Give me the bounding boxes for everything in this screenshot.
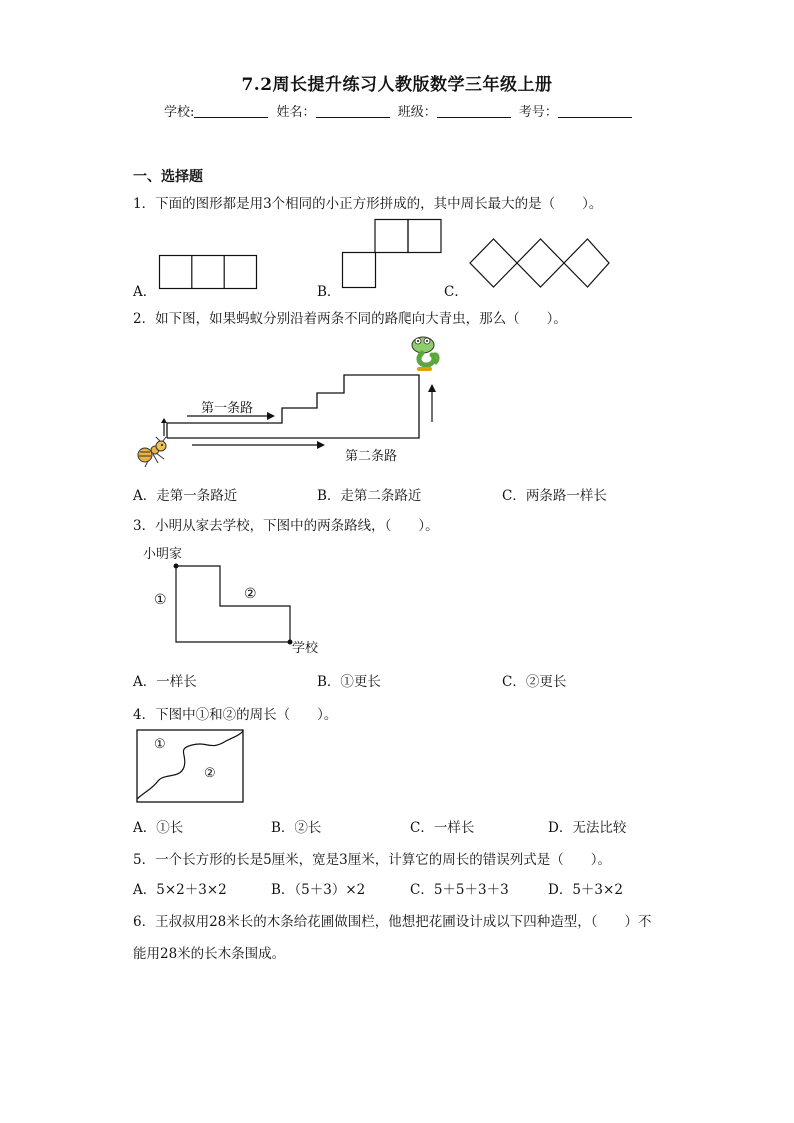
q3-label-home: 小明家 bbox=[143, 547, 183, 562]
q5-option-a: A．5×2＋3×2 bbox=[133, 882, 227, 898]
q2-option-a: A．走第一条路近 bbox=[133, 488, 238, 504]
question-4-text: 4．下图中①和②的周长（ ）。 bbox=[133, 707, 338, 723]
q4-label-region-2: ② bbox=[204, 766, 216, 781]
q5-option-d: D．5＋3×2 bbox=[548, 882, 623, 898]
question-2-text: 2．如下图，如果蚂蚁分别沿着两条不同的路爬向大青虫，那么（ ）。 bbox=[133, 311, 567, 327]
q3-label-route-1: ① bbox=[154, 592, 167, 608]
q2-label-first-road: 第一条路 bbox=[201, 401, 254, 416]
q5-option-c: C．5＋5＋3＋3 bbox=[410, 882, 509, 898]
q4-option-a: A．①长 bbox=[133, 820, 184, 836]
question-6-text-line2: 能用28米的长木条围成。 bbox=[133, 946, 286, 962]
q1-option-b-label: B． bbox=[317, 284, 341, 300]
q1-figure-a bbox=[159, 255, 259, 291]
q1-option-a-label: A． bbox=[133, 284, 157, 300]
q3-option-a: A．一样长 bbox=[133, 674, 197, 690]
school-label: 学校: bbox=[164, 105, 195, 120]
q2-option-c: C．两条路一样长 bbox=[502, 488, 607, 504]
exam-no-blank[interactable] bbox=[558, 104, 632, 118]
name-label: 姓名： bbox=[276, 105, 316, 120]
q4-option-d: D．无法比较 bbox=[548, 820, 627, 836]
question-3-text: 3．小明从家去学校，下图中的两条路线，（ ）。 bbox=[133, 518, 439, 534]
q3-option-b: B．①更长 bbox=[317, 674, 381, 690]
q1-figure-b bbox=[342, 219, 444, 291]
question-5-text: 5．一个长方形的长是5厘米，宽是3厘米，计算它的周长的错误列式是（ ）。 bbox=[133, 852, 612, 868]
section-heading: 一、选择题 bbox=[133, 169, 203, 185]
q1-figure-c bbox=[469, 237, 611, 293]
snake-icon bbox=[408, 333, 444, 375]
q3-label-school: 学校 bbox=[292, 641, 319, 656]
q4-label-region-1: ① bbox=[154, 737, 166, 752]
question-1-text: 1．下面的图形都是用3个相同的小正方形拼成的，其中周长最大的是（ ）。 bbox=[133, 196, 603, 212]
q4-rectangle-diagram bbox=[136, 729, 246, 805]
q2-label-second-road: 第二条路 bbox=[345, 449, 398, 464]
ant-icon bbox=[136, 437, 170, 469]
class-blank[interactable] bbox=[437, 104, 511, 118]
question-6-text-line1: 6．王叔叔用28米长的木条给花圃做围栏，他想把花圃设计成以下四种造型，（ ）不 bbox=[133, 914, 652, 930]
q5-option-b: B．（5＋3）×2 bbox=[271, 882, 366, 898]
student-info-row bbox=[164, 101, 636, 120]
q2-diagram bbox=[132, 330, 452, 475]
q2-option-b: B．走第二条路近 bbox=[317, 488, 422, 504]
class-label: 班级： bbox=[397, 105, 437, 120]
q1-option-c-label: C． bbox=[444, 284, 468, 300]
q4-option-b: B．②长 bbox=[271, 820, 322, 836]
q3-option-c: C．②更长 bbox=[502, 674, 567, 690]
exam-no-label: 考号： bbox=[518, 105, 558, 120]
school-blank[interactable] bbox=[194, 104, 268, 118]
name-blank[interactable] bbox=[316, 104, 390, 118]
q4-option-c: C．一样长 bbox=[410, 820, 475, 836]
q3-route-diagram bbox=[172, 562, 296, 644]
page-title: 7.2周长提升练习人教版数学三年级上册 bbox=[241, 75, 553, 95]
q3-label-route-2: ② bbox=[244, 586, 257, 602]
